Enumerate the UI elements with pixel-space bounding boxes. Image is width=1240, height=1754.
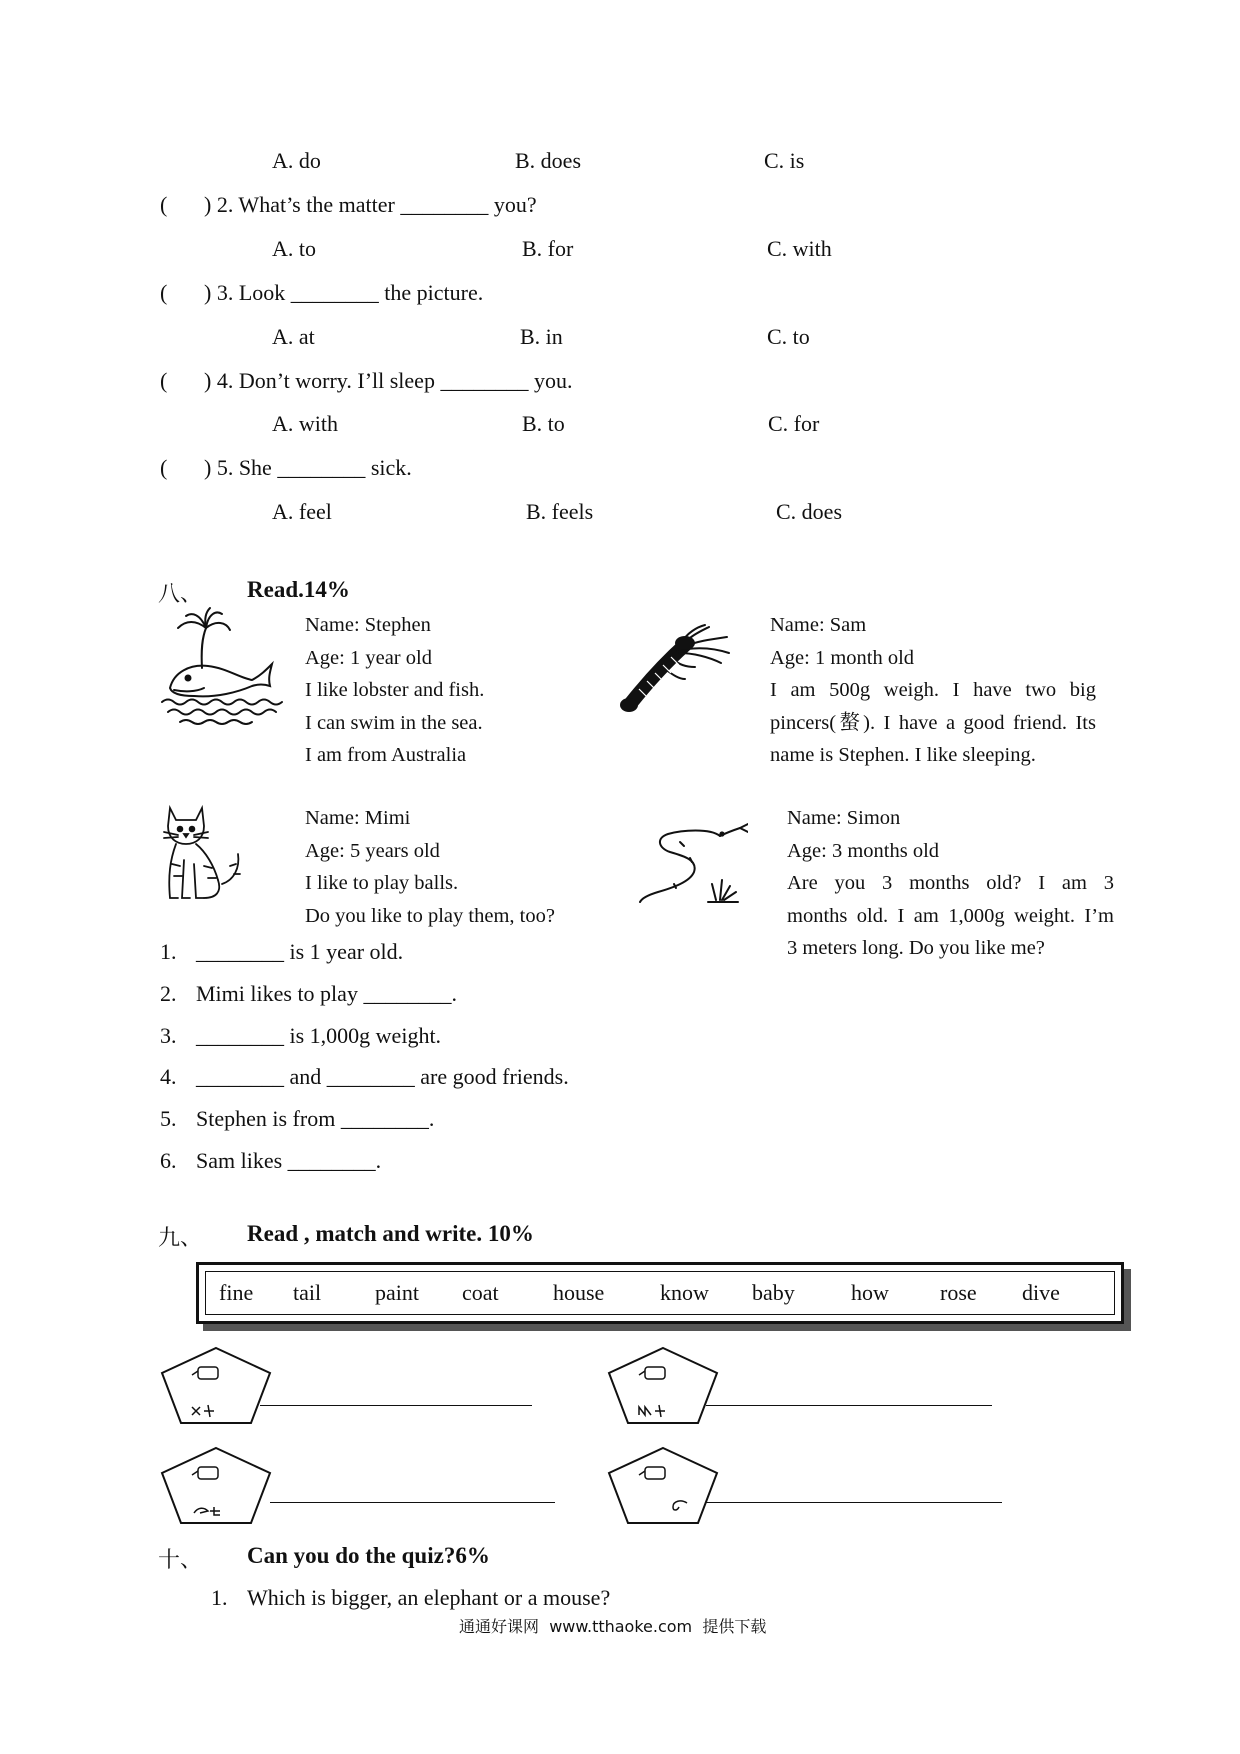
profile-mimi bbox=[305, 802, 555, 932]
footer-download: 提供下载 bbox=[702, 1617, 767, 1636]
profile-mimi-line: I like to play balls. bbox=[305, 872, 459, 894]
quiz-1-number: 1. bbox=[211, 1585, 228, 1610]
profile-stephen-name: Name: Stephen bbox=[305, 614, 431, 636]
section-8-number: 八、 bbox=[158, 582, 203, 607]
fill-2-number: 2. bbox=[160, 981, 177, 1006]
q2-stem: ) 2. What’s the matter ________ you? bbox=[204, 192, 537, 217]
profile-stephen-line: I can swim in the sea. bbox=[305, 711, 483, 734]
q5-option-a: A. feel bbox=[272, 499, 332, 524]
word-dive: dive bbox=[1022, 1280, 1060, 1305]
profile-stephen-age: Age: 1 year old bbox=[305, 646, 432, 669]
q5-stem: ) 5. She ________ sick. bbox=[204, 455, 412, 480]
q4-paren: ( bbox=[160, 368, 168, 393]
section-8-title: Read.14% bbox=[247, 577, 350, 602]
q1-option-a: A. do bbox=[272, 148, 321, 173]
pentagon-icon bbox=[158, 1445, 274, 1527]
word-fine: fine bbox=[219, 1280, 254, 1305]
q2-option-a: A. to bbox=[272, 236, 316, 261]
footer bbox=[459, 1614, 766, 1637]
word-how: how bbox=[851, 1280, 889, 1305]
profile-mimi-age: Age: 5 years old bbox=[305, 839, 440, 862]
word-know: know bbox=[660, 1280, 709, 1305]
fill-6-number: 6. bbox=[160, 1148, 177, 1173]
fill-5-text: Stephen is from ________. bbox=[196, 1106, 435, 1131]
pentagon-icon bbox=[605, 1345, 721, 1427]
fill-5-number: 5. bbox=[160, 1106, 177, 1131]
answer-line[interactable] bbox=[706, 1405, 992, 1406]
fill-1-number: 1. bbox=[160, 939, 177, 964]
q5-option-b: B. feels bbox=[526, 499, 594, 524]
section-10-number: 十、 bbox=[158, 1548, 203, 1573]
section-10-title: Can you do the quiz?6% bbox=[247, 1543, 490, 1568]
quiz-1-text: Which is bigger, an elephant or a mouse? bbox=[247, 1585, 611, 1610]
word-rose: rose bbox=[940, 1280, 977, 1305]
q4-option-b: B. to bbox=[522, 411, 565, 436]
q2-option-c: C. with bbox=[767, 236, 832, 261]
fill-4-number: 4. bbox=[160, 1064, 177, 1089]
profile-sam-name: Name: Sam bbox=[770, 614, 867, 636]
fill-4-text: ________ and ________ are good friends. bbox=[196, 1064, 569, 1089]
cat-icon bbox=[160, 804, 246, 906]
fill-6-text: Sam likes ________. bbox=[196, 1148, 382, 1173]
word-baby: baby bbox=[752, 1280, 795, 1305]
q5-paren: ( bbox=[160, 455, 168, 480]
profile-simon-age: Age: 3 months old bbox=[787, 839, 940, 862]
profile-simon bbox=[787, 802, 1114, 965]
q2-option-b: B. for bbox=[522, 236, 574, 261]
profile-stephen bbox=[305, 609, 484, 772]
fill-3-text: ________ is 1,000g weight. bbox=[196, 1023, 442, 1048]
profile-sam bbox=[770, 609, 1096, 772]
profile-mimi-name: Name: Mimi bbox=[305, 807, 411, 829]
profile-sam-age: Age: 1 month old bbox=[770, 646, 915, 669]
word-tail: tail bbox=[293, 1280, 322, 1305]
fill-2-text: Mimi likes to play ________. bbox=[196, 981, 457, 1006]
answer-line[interactable] bbox=[260, 1405, 532, 1406]
profile-simon-line: months old. I am 1,000g weight. I’m bbox=[787, 904, 1114, 927]
q1-option-b: B. does bbox=[515, 148, 581, 173]
whale-icon bbox=[158, 606, 286, 732]
section-9-number: 九、 bbox=[158, 1226, 203, 1251]
word-coat: coat bbox=[462, 1280, 499, 1305]
profile-sam-line: pincers(螯). I have a good friend. Its bbox=[770, 711, 1096, 734]
q3-option-c: C. to bbox=[767, 324, 810, 349]
q4-option-c: C. for bbox=[768, 411, 820, 436]
profile-mimi-line: Do you like to play them, too? bbox=[305, 904, 555, 927]
q3-option-a: A. at bbox=[272, 324, 315, 349]
q2-paren: ( bbox=[160, 192, 168, 217]
snake-icon bbox=[638, 822, 748, 908]
profile-sam-line: name is Stephen. I like sleeping. bbox=[770, 744, 1036, 766]
q3-paren: ( bbox=[160, 280, 168, 305]
pentagon-icon bbox=[158, 1345, 274, 1427]
q4-option-a: A. with bbox=[272, 411, 338, 436]
q3-option-b: B. in bbox=[520, 324, 563, 349]
q5-option-c: C. does bbox=[776, 499, 842, 524]
profile-simon-line: 3 meters long. Do you like me? bbox=[787, 937, 1045, 959]
profile-simon-line: Are you 3 months old? I am 3 bbox=[787, 872, 1114, 894]
lobster-icon bbox=[617, 623, 737, 715]
profile-sam-line: I am 500g weigh. I have two big bbox=[770, 679, 1096, 701]
answer-line[interactable] bbox=[706, 1502, 1002, 1503]
profile-simon-name: Name: Simon bbox=[787, 807, 901, 829]
q3-stem: ) 3. Look ________ the picture. bbox=[204, 280, 484, 305]
section-9-title: Read , match and write. 10% bbox=[247, 1221, 534, 1246]
word-paint: paint bbox=[375, 1280, 419, 1305]
q1-option-c: C. is bbox=[764, 148, 805, 173]
q4-stem: ) 4. Don’t worry. I’ll sleep ________ you. bbox=[204, 368, 573, 393]
word-house: house bbox=[553, 1280, 605, 1305]
answer-line[interactable] bbox=[270, 1502, 555, 1503]
fill-3-number: 3. bbox=[160, 1023, 177, 1048]
footer-site-name: 通通好课网 bbox=[459, 1617, 540, 1636]
profile-stephen-line: I am from Australia bbox=[305, 744, 467, 766]
profile-stephen-line: I like lobster and fish. bbox=[305, 679, 485, 701]
pentagon-icon bbox=[605, 1445, 721, 1527]
footer-url[interactable]: www.tthaoke.com bbox=[549, 1617, 693, 1636]
fill-1-text: ________ is 1 year old. bbox=[196, 939, 404, 964]
